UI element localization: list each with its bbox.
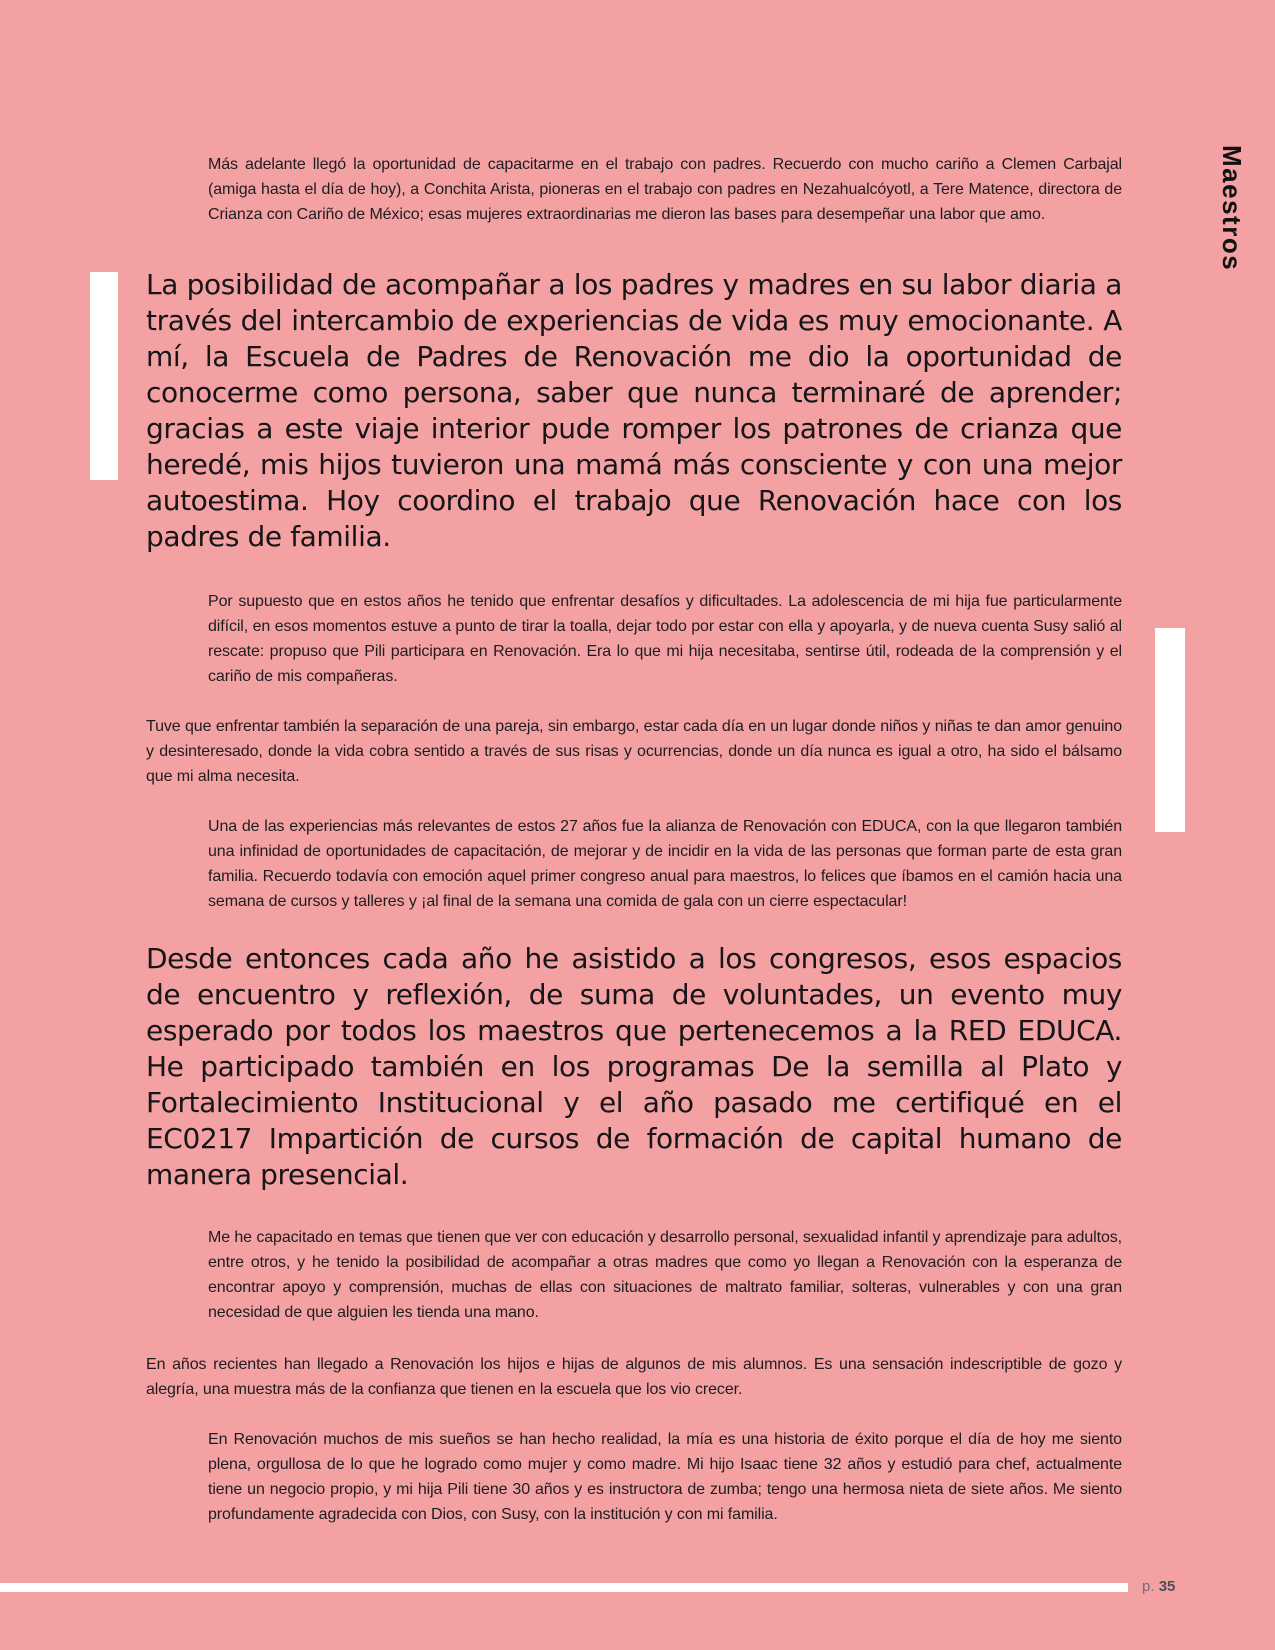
paragraph-intro: Más adelante llegó la oportunidad de capacitarme en el trabajo con padres. Recuerdo con mucho cariño a Clemen Carbajal (amiga hasta el día de hoy), a Conchita Arista, pioneras en el trabajo con padres en Nezahualcóyotl, a Tere Matence, directora de Crianza con Cariño de México; esas mujeres extraordinarias me dieron las bases para desempeñar una labor que amo. (208, 156, 1122, 223)
paragraph-separacion: Tuve que enfrentar también la separación de una pareja, sin embargo, estar cada día en un lugar donde niños y niñas te dan amor genuino y desinteresado, donde la vida cobra sentido a través de sus risas y ocurrencias, donde un día nunca es igual a otro, ha sido el bálsamo que mi alma necesita. (146, 718, 1122, 785)
section-label-maestros: Maestros (1217, 145, 1247, 272)
article-body (146, 0, 1122, 1527)
paragraph-anos-recientes: En años recientes han llegado a Renovación los hijos e hijas de algunos de mis alumnos. Es una sensación indescriptible de gozo y alegría, una muestra más de la confianza que tienen en la escuela que los vio crecer. (146, 1356, 1122, 1398)
paragraph-suenos: En Renovación muchos de mis sueños se han hecho realidad, la mía es una historia de éxito porque el día de hoy me siento plena, orgullosa de lo que he logrado como mujer y como madre. Mi hijo Isaac tiene 32 años y estudió para chef, actualmente tiene un negocio propio, y mi hija Pili tiene 30 años y es instructora de zumba; tengo una hermosa nieta de siete años. Me siento profundamente agradecida con Dios, con Susy, con la institución y con mi familia. (208, 1431, 1122, 1523)
pull-quote-2: Desde entonces cada año he asistido a los congresos, esos espacios de encuentro y reflexión, de suma de voluntades, un evento muy esperado por todos los maestros que pertenecemos a la RED EDUCA. He participado también en los programas De la semilla al Plato y Fortalecimiento Institucional y el año pasado me certifiqué en el EC0217 Impartición de cursos de formación de capital humano de manera presencial. (146, 942, 1122, 1191)
paragraph-capacitacion: Me he capacitado en temas que tienen que ver con educación y desarrollo personal, sexualidad infantil y aprendizaje para adultos, entre otros, y he tenido la posibilidad de acompañar a otras madres que como yo llegan a Renovación con la esperanza de encontrar apoyo y comprensión, muchas de ellas con situaciones de maltrato familiar, solteras, vulnerables y con una gran necesidad de que alguien les tienda una mano. (208, 1229, 1122, 1321)
pull-quote-bar-left (90, 272, 118, 480)
page-number (1142, 1578, 1175, 1596)
decorative-bar-right (1155, 628, 1185, 832)
paragraph-desafios: Por supuesto que en estos años he tenido que enfrentar desafíos y dificultades. La adolescencia de mi hija fue particularmente difícil, en esos momentos estuve a punto de tirar la toalla, dejar todo por estar con ella y apoyarla, y de nueva cuenta Susy salió al rescate: propuso que Pili participara en Renovación. Era lo que mi hija necesitaba, sentirse útil, rodeada de la comprensión y el cariño de mis compañeras. (208, 593, 1122, 685)
page-number-value: 35 (1158, 1578, 1176, 1595)
paragraph-alianza-educa: Una de las experiencias más relevantes de estos 27 años fue la alianza de Renovación con EDUCA, con la que llegaron también una infinidad de oportunidades de capacitación, de mejorar y de incidir en la vida de las personas que forman parte de esta gran familia. Recuerdo todavía con emoción aquel primer congreso anual para maestros, lo felices que íbamos en el camión hacia una semana de cursos y talleres y ¡al final de la semana una comida de gala con un cierre espectacular! (208, 818, 1122, 910)
footer-rule (0, 1583, 1128, 1592)
pull-quote-1: La posibilidad de acompañar a los padres y madres en su labor diaria a través del intercambio de experiencias de vida es muy emocionante. A mí, la Escuela de Padres de Renovación me dio la oportunidad de conocerme como persona, saber que nunca terminaré de aprender; gracias a este viaje interior pude romper los patrones de crianza que heredé, mis hijos tuvieron una mamá más consciente y con una mejor autoestima. Hoy coordino el trabajo que Renovación hace con los padres de familia. (146, 268, 1122, 553)
page-number-prefix: p. (1142, 1578, 1155, 1595)
